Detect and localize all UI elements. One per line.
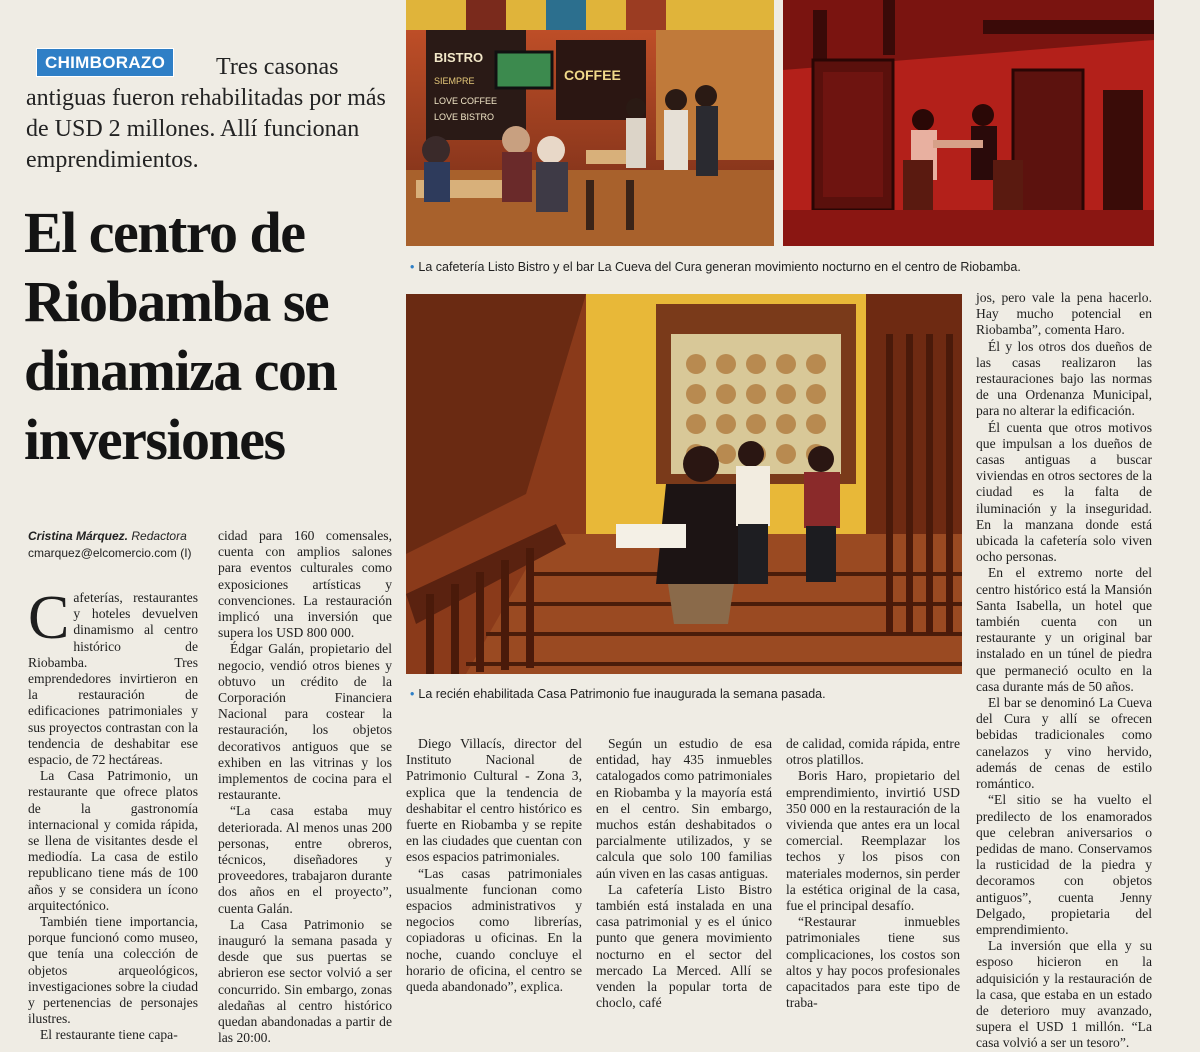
col1-paragraph	[28, 584, 198, 768]
signage-love-bistro: LOVE BISTRO	[434, 112, 495, 122]
caption-middle-text: La recién ehabilitada Casa Patrimonio fue inaugurada la semana pasada.	[418, 687, 826, 701]
signage-coffee: COFFEE	[564, 67, 621, 83]
col1-p2: La Casa Patrimonio, un restaurante que ofrece platos de la gastronomía internacional y comida rápida, se llena de visitantes desde el mediodía. La casa de estilo republicano tiene más de 100 años y se considera un ícono arquitectónico.	[28, 768, 198, 913]
caption-bullet-icon: •	[410, 687, 415, 701]
col6-p5: El bar se denominó La Cueva del Cura y allí se ofrecen bebidas tradicionales como canelazos y vino hervido, además de cenas de estilo romántico.	[976, 695, 1152, 792]
col6-p2: Él y los otros dos dueños de las casas realizaron las restauraciones bajo las normas de una Ordenanza Municipal, para no alterar la edificación.	[976, 338, 1152, 419]
column-5	[786, 736, 960, 1011]
col2-p1: cidad para 160 comensales, cuenta con amplios salones para eventos culturales como exposiciones artísticas y convenciones. La restauración implicó una inversión que supera los USD 800 000.	[218, 528, 392, 641]
column-2	[218, 528, 392, 1046]
col6-p3: Él cuenta que otros motivos que impulsan a los dueños de casas antiguas a buscar viviendas en otros sectores de la ciudad es la falta de iluminación y la inseguridad. En la manzana donde está ubicada la cafetería solo viven ocho personas.	[976, 419, 1152, 565]
byline-email: cmarquez@elcomercio.com (I)	[28, 546, 192, 560]
col4-p2: La cafetería Listo Bistro también está instalada en una casa patrimonial y es el único punto que genera movimiento nocturno en el sector del mercado La Merced. Allí se venden la popular torta de choclo, café	[596, 881, 772, 1011]
col2-p4: La Casa Patrimonio se inauguró la semana pasada y desde que sus puertas se abrieron ese sector volvió a ser concurrido. Sin embargo, zonas aledañas al centro histórico quedan abandonadas a partir de las 20:00.	[218, 916, 392, 1046]
photo-cafeteria	[406, 0, 774, 246]
caption-bullet-icon: •	[410, 260, 415, 274]
signage-love-coffee: LOVE COFFEE	[434, 96, 498, 106]
column-4	[596, 736, 772, 1011]
photo-bar-cueva	[783, 0, 1154, 246]
signage-siempre: SIEMPRE	[434, 76, 475, 86]
column-6	[976, 290, 1152, 1051]
col2-p2: Édgar Galán, propietario del negocio, vendió otros bienes y obtuvo un crédito de la Corporación Financiera Nacional para costear la restauración, los objetos decorativos antiguos que se exhiben en las vitrinas y los implementos de cocina para el restaurante.	[218, 641, 392, 803]
column-3	[406, 736, 582, 1002]
col1-p4: El restaurante tiene capa-	[40, 1027, 178, 1043]
headline: El centro de Riobamba se dinamiza con inversiones	[24, 200, 337, 472]
byline-author: Cristina Márquez.	[28, 529, 129, 543]
caption-middle	[410, 687, 826, 701]
photo-casa-patrimonio	[406, 294, 962, 674]
col6-p4: En el extremo norte del centro histórico está la Mansión Santa Isabella, un hotel que también cuenta con un restaurante y un original bar instalado en un túnel de piedra que permaneció oculto en la casa durante más de 50 años.	[976, 565, 1152, 694]
col1-p1: afeterías, restaurantes y hoteles devuelven dinamismo al centro histórico de Riobamba. Tres emprendedores invirtieron en la restauración de edificaciones patrimoniales y sus proyectos contrastan con la tendencia de deshabitar ese espacio, de 72 hectáreas.	[28, 590, 198, 768]
col6-p6: “El sitio se ha vuelto el predilecto de los enamorados que celebran aniversarios o pedidas de mano. Conservamos la rusticidad de la piedra y decoramos con objetos antiguos”, cuenta Jenny Delgado, propietaria del emprendimiento.	[976, 792, 1152, 937]
col6-p1: jos, pero vale la pena hacerlo. Hay mucho potencial en Riobamba”, comenta Haro.	[976, 290, 1152, 338]
col5-p1: de calidad, comida rápida, entre otros platillos.	[786, 736, 960, 768]
byline-role: Redactora	[131, 529, 187, 543]
article-deck: Tres casonas antiguas fueron rehabilitadas por más de USD 2 millones. Allí funcionan emprendimientos.	[26, 54, 386, 173]
col4-p1: Según un estudio de esa entidad, hay 435 inmuebles catalogados como patrimoniales en Riobamba y la mayoría está en el centro. Sin embargo, muchos están deshabitados o parcialmente utilizados, y se calcula que solo 100 familias aún viven en las casas antiguas.	[596, 736, 772, 881]
col5-p2: Boris Haro, propietario del emprendimiento, invirtió USD 350 000 en la restauración de la vivienda que antes era un local comercial. Reemplazar los techos y los pisos con materiales modernos, sin perder la estética original de la casa, fue el principal desafío.	[786, 768, 960, 914]
col6-p7: La inversión que ella y su esposo hicieron en la adquisición y la restauración de la casa, que estaba en un estado de deterioro muy avanzado, supera el USD 1 millón. “La casa volvió a ser un tesoro”.	[976, 938, 1152, 1051]
dropcap: C	[28, 584, 70, 652]
byline	[28, 528, 218, 562]
col2-p3: “La casa estaba muy deteriorada. Al menos unas 200 personas, entre obreros, técnicos, diseñadores y proveedores, trabajaron durante dos años en el proyecto”, cuenta Galán.	[218, 803, 392, 916]
col1-p3: También tiene importancia, porque funcionó como museo, que tenía una colección de objetos arqueológicos, investigaciones sobre la ciudad y pertenencias de personajes ilustres.	[28, 914, 198, 1027]
col3-p2: “Las casas patrimoniales usualmente funcionan como espacios administrativos y negocios como librerías, copiadoras u oficinas. En la noche, cuando concluye el horario de oficina, el centro se queda abandonado”, explica.	[406, 865, 582, 995]
col3-p1: Diego Villacís, director del Instituto Nacional de Patrimonio Cultural - Zona 3, explica que la tendencia de deshabitar el centro histórico es fuerte en Riobamba y se repite en las ciudades que cuentan con esos espacios patrimoniales.	[406, 736, 582, 865]
section-tag: CHIMBORAZO	[36, 48, 174, 77]
caption-top-text: La cafetería Listo Bistro y el bar La Cueva del Cura generan movimiento nocturno en el centro de Riobamba.	[418, 260, 1021, 274]
signage-bistro: BISTRO	[434, 50, 484, 65]
caption-top	[410, 260, 1021, 274]
column-1	[28, 584, 198, 1043]
col5-p3: “Restaurar inmuebles patrimoniales tiene sus complicaciones, los costos son altos y hay pocos profesionales capacitados para este tipo de traba-	[786, 914, 960, 1011]
